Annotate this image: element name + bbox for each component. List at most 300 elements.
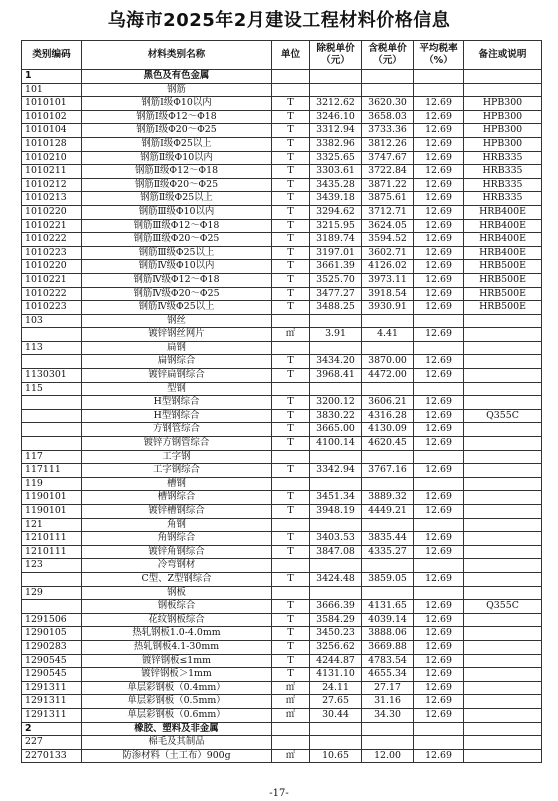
cell-code: 1291506 — [22, 613, 82, 627]
cell-code: 1010223 — [22, 301, 82, 315]
cell-note — [464, 545, 542, 559]
cell-code: 1010221 — [22, 273, 82, 287]
cell-code — [22, 409, 82, 423]
cell-name: 花纹钢板综合 — [82, 613, 272, 627]
cell-tax-rate: 12.69 — [414, 654, 464, 668]
cell-price-ex-tax — [310, 477, 362, 491]
cell-name: 钢筋Ⅱ级Φ12～Φ18 — [82, 165, 272, 179]
cell-price-ex-tax: 3665.00 — [310, 423, 362, 437]
cell-unit — [272, 450, 310, 464]
cell-tax-rate: 12.69 — [414, 205, 464, 219]
cell-price-ex-tax — [310, 341, 362, 355]
cell-code: 1291311 — [22, 708, 82, 722]
cell-note — [464, 477, 542, 491]
cell-price-ex-tax: 3968.41 — [310, 369, 362, 383]
cell-price-inc-tax — [362, 314, 414, 328]
cell-code: 1010212 — [22, 178, 82, 192]
header-tax-rate — [414, 41, 464, 70]
cell-price-inc-tax — [362, 722, 414, 736]
cell-note — [464, 722, 542, 736]
cell-name: 角钢 — [82, 518, 272, 532]
table-row — [22, 287, 542, 301]
cell-unit: T — [272, 545, 310, 559]
cell-price-ex-tax: 3303.61 — [310, 165, 362, 179]
cell-price-inc-tax: 4472.00 — [362, 369, 414, 383]
cell-note: Q355C — [464, 600, 542, 614]
cell-unit: T — [272, 260, 310, 274]
cell-name: 镀锌钢丝网片 — [82, 328, 272, 342]
cell-price-ex-tax: 3382.96 — [310, 137, 362, 151]
cell-unit: T — [272, 178, 310, 192]
cell-price-ex-tax: 3215.95 — [310, 219, 362, 233]
cell-price-inc-tax: 4316.28 — [362, 409, 414, 423]
cell-price-inc-tax: 3712.71 — [362, 205, 414, 219]
cell-code: 1010221 — [22, 219, 82, 233]
cell-note — [464, 396, 542, 410]
cell-note — [464, 70, 542, 84]
cell-name: 钢筋Ⅳ级Φ20～Φ25 — [82, 287, 272, 301]
cell-price-ex-tax: 3.91 — [310, 328, 362, 342]
header-tax-rate-text: 平均税率 （%） — [419, 43, 458, 66]
cell-price-ex-tax — [310, 314, 362, 328]
cell-note — [464, 491, 542, 505]
table-row — [22, 545, 542, 559]
cell-price-inc-tax: 4126.02 — [362, 260, 414, 274]
cell-price-inc-tax: 4130.09 — [362, 423, 414, 437]
cell-name: 黑色及有色金属 — [82, 70, 272, 84]
cell-price-ex-tax: 3434.20 — [310, 355, 362, 369]
cell-price-inc-tax: 3767.16 — [362, 464, 414, 478]
cell-price-ex-tax: 3661.39 — [310, 260, 362, 274]
table-row — [22, 355, 542, 369]
cell-price-inc-tax: 3888.06 — [362, 627, 414, 641]
cell-price-ex-tax — [310, 586, 362, 600]
cell-tax-rate: 12.69 — [414, 328, 464, 342]
cell-unit — [272, 382, 310, 396]
header-note: 备注或说明 — [464, 41, 542, 70]
cell-name: 钢筋Ⅰ级Φ12～Φ18 — [82, 110, 272, 124]
table-row — [22, 409, 542, 423]
cell-note — [464, 736, 542, 750]
cell-code: 117111 — [22, 464, 82, 478]
cell-note — [464, 505, 542, 519]
table-row — [22, 491, 542, 505]
cell-unit: T — [272, 287, 310, 301]
cell-name: 扁钢 — [82, 341, 272, 355]
cell-price-ex-tax: 4244.87 — [310, 654, 362, 668]
table-row — [22, 97, 542, 111]
cell-tax-rate — [414, 341, 464, 355]
cell-code — [22, 600, 82, 614]
cell-price-inc-tax: 4655.34 — [362, 668, 414, 682]
cell-code: 1291311 — [22, 695, 82, 709]
cell-tax-rate — [414, 477, 464, 491]
cell-price-inc-tax: 3602.71 — [362, 246, 414, 260]
cell-note: HRB335 — [464, 165, 542, 179]
cell-unit — [272, 83, 310, 97]
cell-name: 镀锌角钢综合 — [82, 545, 272, 559]
table-row — [22, 600, 542, 614]
cell-code: 1010102 — [22, 110, 82, 124]
cell-note — [464, 668, 542, 682]
cell-name: 槽钢 — [82, 477, 272, 491]
cell-note: HPB300 — [464, 110, 542, 124]
cell-price-inc-tax: 12.00 — [362, 749, 414, 763]
cell-note: HPB300 — [464, 97, 542, 111]
cell-price-inc-tax: 3930.91 — [362, 301, 414, 315]
cell-price-inc-tax: 34.30 — [362, 708, 414, 722]
cell-name: 单层彩钢板（0.5mm） — [82, 695, 272, 709]
cell-code: 123 — [22, 559, 82, 573]
cell-code: 1010220 — [22, 260, 82, 274]
cell-unit: T — [272, 192, 310, 206]
table-row — [22, 124, 542, 138]
cell-price-inc-tax: 4131.65 — [362, 600, 414, 614]
cell-price-inc-tax: 4783.54 — [362, 654, 414, 668]
cell-unit: T — [272, 301, 310, 315]
cell-note — [464, 572, 542, 586]
cell-code: 227 — [22, 736, 82, 750]
cell-code: 1291311 — [22, 681, 82, 695]
cell-name: 钢筋Ⅲ级Φ25以上 — [82, 246, 272, 260]
table-row — [22, 260, 542, 274]
cell-note — [464, 341, 542, 355]
cell-price-inc-tax: 3889.32 — [362, 491, 414, 505]
table-row — [22, 369, 542, 383]
cell-price-inc-tax: 4620.45 — [362, 437, 414, 451]
table-group-row — [22, 722, 542, 736]
cell-price-inc-tax: 3594.52 — [362, 233, 414, 247]
cell-name: 钢筋Ⅱ级Φ20～Φ25 — [82, 178, 272, 192]
header-price-inc-tax — [362, 41, 414, 70]
cell-price-ex-tax: 3435.28 — [310, 178, 362, 192]
cell-unit: T — [272, 219, 310, 233]
cell-name: 防渗材料（土工布）900g — [82, 749, 272, 763]
cell-code: 101 — [22, 83, 82, 97]
cell-note — [464, 559, 542, 573]
cell-unit: T — [272, 110, 310, 124]
cell-name: 钢筋Ⅰ级Φ10以内 — [82, 97, 272, 111]
cell-tax-rate: 12.69 — [414, 97, 464, 111]
table-row — [22, 83, 542, 97]
cell-price-ex-tax: 3197.01 — [310, 246, 362, 260]
cell-tax-rate: 12.69 — [414, 137, 464, 151]
cell-tax-rate — [414, 382, 464, 396]
cell-name: 镀锌钢板≤1mm — [82, 654, 272, 668]
cell-name: 钢筋Ⅰ级Φ20～Φ25 — [82, 124, 272, 138]
cell-tax-rate: 12.69 — [414, 627, 464, 641]
cell-unit: T — [272, 233, 310, 247]
cell-tax-rate: 12.69 — [414, 505, 464, 519]
cell-tax-rate: 12.69 — [414, 681, 464, 695]
header-name: 材料类别名称 — [82, 41, 272, 70]
cell-price-inc-tax: 3812.26 — [362, 137, 414, 151]
cell-price-ex-tax: 3666.39 — [310, 600, 362, 614]
cell-tax-rate — [414, 518, 464, 532]
cell-code: 1290545 — [22, 668, 82, 682]
cell-note — [464, 437, 542, 451]
cell-price-ex-tax: 3246.10 — [310, 110, 362, 124]
cell-price-inc-tax: 3747.67 — [362, 151, 414, 165]
page-number: -17- — [269, 788, 289, 799]
cell-tax-rate: 12.69 — [414, 423, 464, 437]
table-row — [22, 640, 542, 654]
cell-tax-rate: 12.69 — [414, 192, 464, 206]
table-row — [22, 178, 542, 192]
cell-price-ex-tax: 3477.27 — [310, 287, 362, 301]
cell-price-ex-tax — [310, 722, 362, 736]
cell-code: 1130301 — [22, 369, 82, 383]
cell-unit: T — [272, 572, 310, 586]
table-row — [22, 708, 542, 722]
cell-note — [464, 613, 542, 627]
cell-tax-rate: 12.69 — [414, 301, 464, 315]
cell-name: 镀锌扁钢综合 — [82, 369, 272, 383]
cell-unit: T — [272, 437, 310, 451]
table-row — [22, 396, 542, 410]
table-row — [22, 165, 542, 179]
table-row — [22, 613, 542, 627]
cell-note — [464, 586, 542, 600]
cell-note: HRB500E — [464, 260, 542, 274]
cell-unit: ㎡ — [272, 681, 310, 695]
cell-tax-rate: 12.69 — [414, 464, 464, 478]
cell-note — [464, 328, 542, 342]
cell-price-inc-tax: 31.16 — [362, 695, 414, 709]
cell-note — [464, 640, 542, 654]
table-row — [22, 314, 542, 328]
cell-unit: T — [272, 165, 310, 179]
cell-note — [464, 654, 542, 668]
cell-note: Q355C — [464, 409, 542, 423]
cell-code — [22, 423, 82, 437]
cell-price-ex-tax: 10.65 — [310, 749, 362, 763]
table-row — [22, 695, 542, 709]
cell-tax-rate: 12.69 — [414, 572, 464, 586]
table-group-row — [22, 70, 542, 84]
cell-name: 钢筋Ⅲ级Φ12～Φ18 — [82, 219, 272, 233]
cell-unit — [272, 314, 310, 328]
cell-code: 103 — [22, 314, 82, 328]
cell-unit: T — [272, 423, 310, 437]
cell-tax-rate: 12.69 — [414, 695, 464, 709]
cell-price-ex-tax: 4131.10 — [310, 668, 362, 682]
cell-note — [464, 749, 542, 763]
cell-unit: T — [272, 396, 310, 410]
cell-code: 115 — [22, 382, 82, 396]
cell-unit: T — [272, 137, 310, 151]
cell-unit — [272, 518, 310, 532]
table-row — [22, 668, 542, 682]
cell-tax-rate: 12.69 — [414, 708, 464, 722]
cell-price-inc-tax: 27.17 — [362, 681, 414, 695]
cell-price-ex-tax — [310, 382, 362, 396]
cell-code: 2270133 — [22, 749, 82, 763]
header-unit: 单位 — [272, 41, 310, 70]
cell-price-inc-tax: 3875.61 — [362, 192, 414, 206]
cell-tax-rate — [414, 70, 464, 84]
cell-code: 1010210 — [22, 151, 82, 165]
cell-name: 钢板综合 — [82, 600, 272, 614]
table-row — [22, 301, 542, 315]
cell-unit: T — [272, 151, 310, 165]
table-row — [22, 532, 542, 546]
cell-note — [464, 532, 542, 546]
cell-price-ex-tax: 3439.18 — [310, 192, 362, 206]
cell-note: HRB335 — [464, 151, 542, 165]
cell-name: 方钢管综合 — [82, 423, 272, 437]
cell-tax-rate: 12.69 — [414, 532, 464, 546]
cell-code — [22, 355, 82, 369]
cell-code: 1010220 — [22, 205, 82, 219]
cell-unit: T — [272, 369, 310, 383]
cell-code: 1010101 — [22, 97, 82, 111]
cell-name: 钢筋Ⅳ级Φ10以内 — [82, 260, 272, 274]
cell-note — [464, 518, 542, 532]
cell-price-inc-tax — [362, 586, 414, 600]
table-row — [22, 110, 542, 124]
header-price-ex-tax — [310, 41, 362, 70]
cell-price-ex-tax: 3424.48 — [310, 572, 362, 586]
cell-price-ex-tax: 3342.94 — [310, 464, 362, 478]
cell-price-ex-tax: 3212.62 — [310, 97, 362, 111]
cell-unit: T — [272, 654, 310, 668]
cell-name: 单层彩钢板（0.6mm） — [82, 708, 272, 722]
cell-note — [464, 369, 542, 383]
cell-tax-rate — [414, 559, 464, 573]
cell-code: 1010128 — [22, 137, 82, 151]
table-row — [22, 450, 542, 464]
cell-price-inc-tax: 3722.84 — [362, 165, 414, 179]
cell-tax-rate: 12.69 — [414, 613, 464, 627]
cell-tax-rate: 12.69 — [414, 491, 464, 505]
cell-tax-rate — [414, 722, 464, 736]
table-row — [22, 151, 542, 165]
cell-price-ex-tax: 30.44 — [310, 708, 362, 722]
cell-tax-rate: 12.69 — [414, 233, 464, 247]
cell-price-inc-tax: 3606.21 — [362, 396, 414, 410]
cell-price-inc-tax — [362, 70, 414, 84]
cell-price-ex-tax: 3256.62 — [310, 640, 362, 654]
cell-code: 1010223 — [22, 246, 82, 260]
cell-note — [464, 355, 542, 369]
cell-price-ex-tax — [310, 518, 362, 532]
cell-note: HRB400E — [464, 233, 542, 247]
cell-name: 热轧钢板4.1-30mm — [82, 640, 272, 654]
cell-unit: T — [272, 668, 310, 682]
cell-unit: T — [272, 205, 310, 219]
cell-code: 1290105 — [22, 627, 82, 641]
cell-code — [22, 328, 82, 342]
cell-tax-rate: 12.69 — [414, 749, 464, 763]
cell-price-inc-tax: 3658.03 — [362, 110, 414, 124]
cell-price-ex-tax: 3403.53 — [310, 532, 362, 546]
cell-price-ex-tax: 3948.19 — [310, 505, 362, 519]
cell-price-inc-tax: 3973.11 — [362, 273, 414, 287]
cell-unit: T — [272, 246, 310, 260]
cell-name: 单层彩钢板（0.4mm） — [82, 681, 272, 695]
cell-note — [464, 708, 542, 722]
cell-unit: T — [272, 532, 310, 546]
cell-price-ex-tax: 3189.74 — [310, 233, 362, 247]
cell-unit: ㎡ — [272, 749, 310, 763]
table-row — [22, 233, 542, 247]
cell-price-ex-tax — [310, 450, 362, 464]
cell-name: 冷弯钢材 — [82, 559, 272, 573]
cell-name: 钢板 — [82, 586, 272, 600]
header-price-ex-tax-text: 除税单价 （元） — [316, 43, 355, 66]
cell-unit — [272, 70, 310, 84]
cell-note — [464, 627, 542, 641]
cell-tax-rate: 12.69 — [414, 409, 464, 423]
cell-name: 钢筋Ⅲ级Φ20～Φ25 — [82, 233, 272, 247]
cell-price-inc-tax: 3918.54 — [362, 287, 414, 301]
cell-tax-rate: 12.69 — [414, 110, 464, 124]
table-row — [22, 572, 542, 586]
cell-price-ex-tax: 3525.70 — [310, 273, 362, 287]
cell-note — [464, 314, 542, 328]
cell-unit — [272, 559, 310, 573]
cell-unit — [272, 586, 310, 600]
cell-name: 型钢 — [82, 382, 272, 396]
cell-tax-rate: 12.69 — [414, 369, 464, 383]
cell-unit: T — [272, 505, 310, 519]
table-row — [22, 341, 542, 355]
cell-price-ex-tax: 24.11 — [310, 681, 362, 695]
cell-code: 129 — [22, 586, 82, 600]
cell-note — [464, 382, 542, 396]
table-row — [22, 423, 542, 437]
cell-note: HRB335 — [464, 192, 542, 206]
table-body — [22, 70, 542, 763]
cell-code: 117 — [22, 450, 82, 464]
cell-code — [22, 437, 82, 451]
cell-price-ex-tax: 3847.08 — [310, 545, 362, 559]
cell-name: H型钢综合 — [82, 396, 272, 410]
cell-name: 镀锌钢板＞1mm — [82, 668, 272, 682]
table-row — [22, 246, 542, 260]
table-row — [22, 586, 542, 600]
cell-price-ex-tax: 3488.25 — [310, 301, 362, 315]
cell-unit: ㎡ — [272, 328, 310, 342]
cell-price-inc-tax: 4039.14 — [362, 613, 414, 627]
cell-note — [464, 695, 542, 709]
cell-unit: T — [272, 640, 310, 654]
cell-tax-rate: 12.69 — [414, 668, 464, 682]
cell-name: 工字钢 — [82, 450, 272, 464]
cell-name: 钢筋Ⅳ级Φ25以上 — [82, 301, 272, 315]
cell-price-inc-tax — [362, 341, 414, 355]
table-row — [22, 273, 542, 287]
cell-name: H型钢综合 — [82, 409, 272, 423]
cell-price-ex-tax: 3584.29 — [310, 613, 362, 627]
cell-code: 2 — [22, 722, 82, 736]
cell-tax-rate — [414, 314, 464, 328]
cell-price-ex-tax — [310, 736, 362, 750]
cell-unit: ㎡ — [272, 695, 310, 709]
table-row — [22, 219, 542, 233]
cell-unit — [272, 341, 310, 355]
cell-price-ex-tax: 3451.34 — [310, 491, 362, 505]
cell-code: 1010211 — [22, 165, 82, 179]
table-row — [22, 518, 542, 532]
cell-note: HRB335 — [464, 178, 542, 192]
cell-unit: T — [272, 464, 310, 478]
cell-price-inc-tax — [362, 736, 414, 750]
cell-tax-rate: 12.69 — [414, 219, 464, 233]
cell-name: 热轧钢板1.0-4.0mm — [82, 627, 272, 641]
cell-price-inc-tax — [362, 382, 414, 396]
